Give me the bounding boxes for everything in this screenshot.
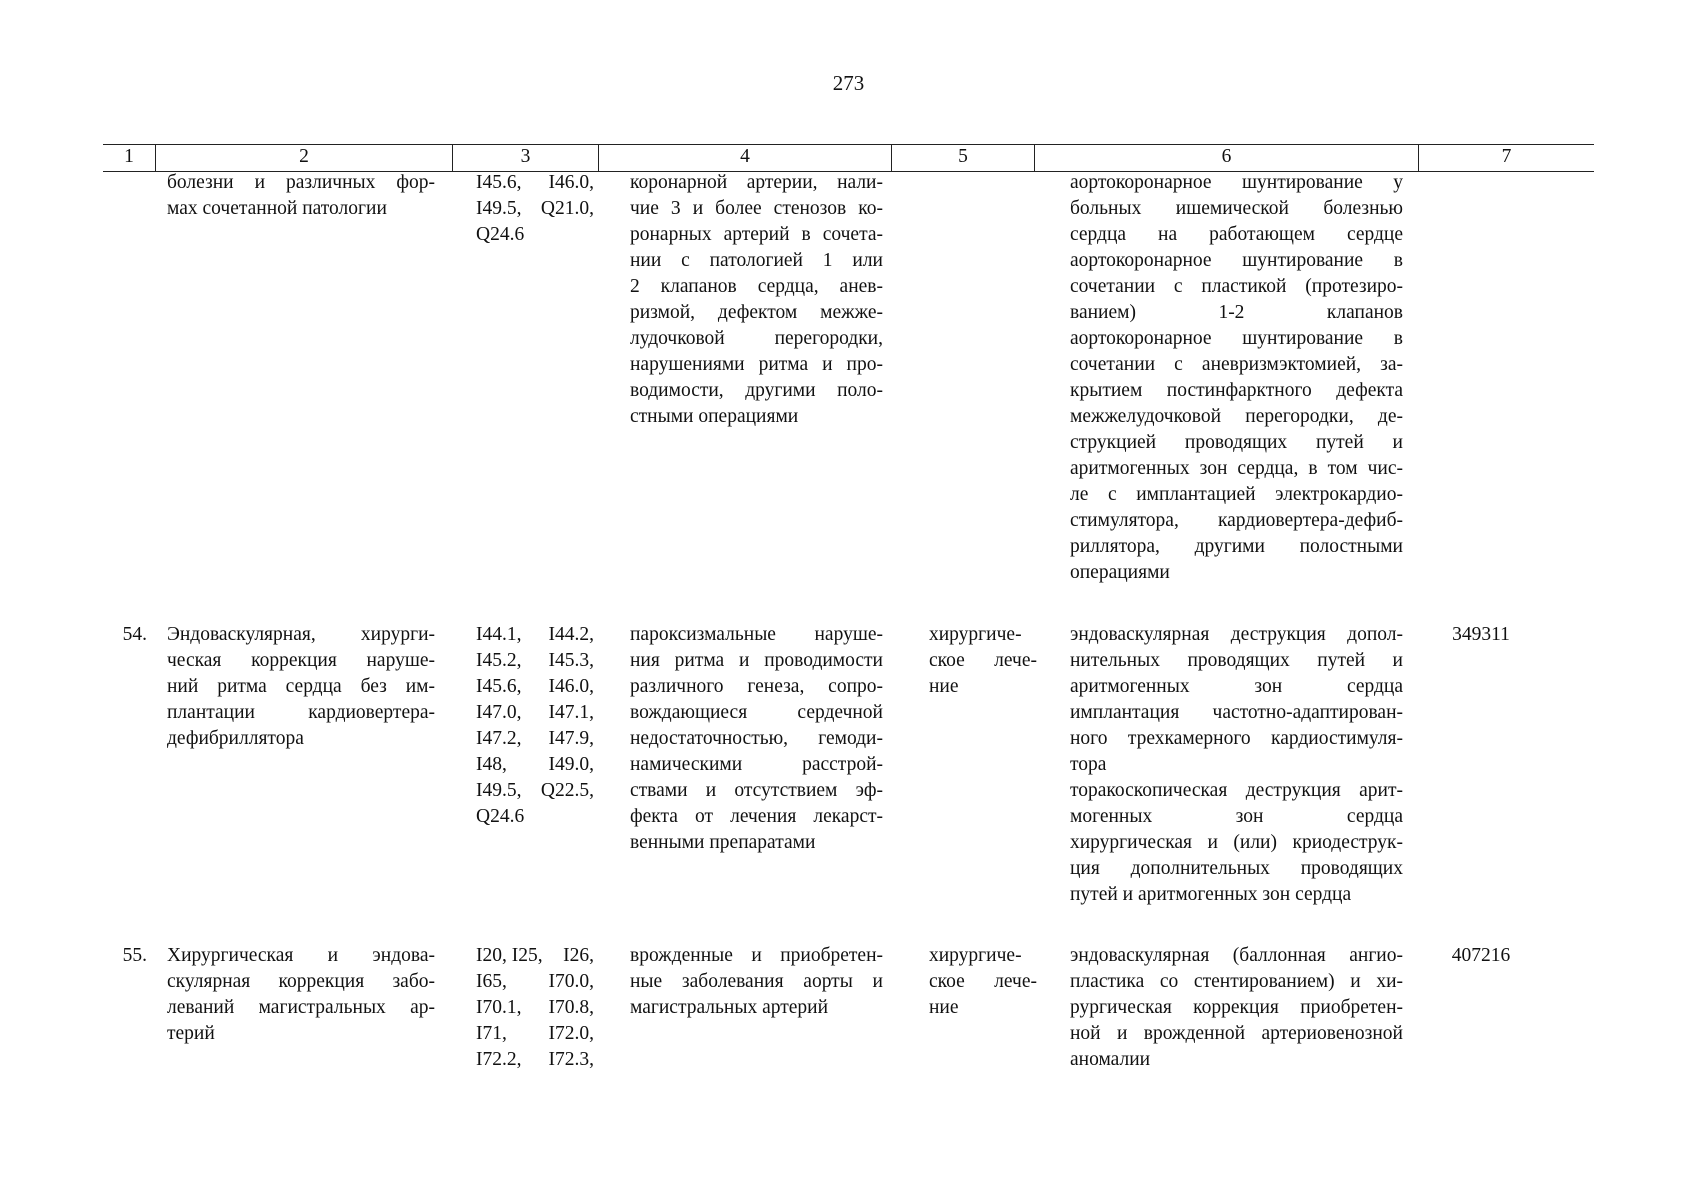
- icd-code: I44.2,: [548, 624, 594, 645]
- icd-code: I70.0,: [548, 971, 594, 992]
- care-type-name-line: ческая коррекция наруше-: [167, 650, 435, 671]
- treatment-type: [929, 943, 1037, 1021]
- care-type-name-line: ний ритма сердца без им-: [167, 676, 435, 697]
- treatment-method-line: ного трехкамерного кардиостимуля-: [1070, 728, 1403, 749]
- patient-model-line: магистральных артерий: [630, 997, 829, 1018]
- icd-code-line: [476, 196, 594, 222]
- icd-code: I46.0,: [548, 676, 594, 697]
- standard-cost: 407216: [1451, 945, 1511, 966]
- icd-codes: [476, 943, 594, 1073]
- care-type-name: [167, 622, 435, 752]
- patient-model-line: коронарной артерии, нали-: [630, 172, 883, 193]
- patient-model-line: стными операциями: [630, 406, 799, 427]
- treatment-type-line: ское лече-: [929, 971, 1037, 992]
- patient-model-line: ризмой, дефектом межже-: [630, 302, 883, 323]
- icd-code: I70.1,: [476, 997, 522, 1018]
- icd-code: I65,: [476, 971, 507, 992]
- patient-model-line: лудочковой перегородки,: [630, 328, 883, 349]
- patient-model-line: фекта от лечения лекарст-: [630, 806, 883, 827]
- icd-code: Q22.5,: [540, 780, 594, 801]
- treatment-type-line: хирургиче-: [929, 624, 1022, 645]
- care-type-name: [167, 943, 435, 1047]
- icd-codes: [476, 622, 594, 830]
- patient-model-line: недостаточностью, гемоди-: [630, 728, 883, 749]
- icd-code-line: [476, 222, 594, 248]
- patient-model-line: ные заболевания аорты и: [630, 971, 883, 992]
- patient-model-line: водимости, другими поло-: [630, 380, 883, 401]
- header-col-3: 3: [452, 145, 598, 171]
- treatment-method-line: аортокоронарное шунтирование в: [1070, 250, 1403, 271]
- icd-code: Q24.6: [476, 224, 525, 245]
- care-type-name-line: мах сочетанной патологии: [167, 198, 387, 219]
- icd-code: I45.3,: [548, 650, 594, 671]
- treatment-method-line: операциями: [1070, 562, 1170, 583]
- care-type-name-line: леваний магистральных ар-: [167, 997, 435, 1018]
- standard-cost: 349311: [1452, 624, 1510, 645]
- treatment-method-line: имплантация частотно-адаптирован-: [1070, 702, 1403, 723]
- icd-code: I71,: [476, 1023, 507, 1044]
- treatment-method-line: эндоваскулярная деструкция допол-: [1070, 624, 1403, 645]
- icd-code-line: [476, 648, 594, 674]
- care-type-name-line: плантации кардиовертера-: [167, 702, 435, 723]
- patient-model-line: вождающиеся сердечной: [630, 702, 883, 723]
- icd-code: I72.2,: [476, 1049, 522, 1070]
- icd-code: I26,: [563, 945, 594, 966]
- treatment-method-line: стимулятора, кардиовертера-дефиб-: [1070, 510, 1403, 531]
- care-type-name-line: скулярная коррекция забо-: [167, 971, 435, 992]
- treatment-method-line: больных ишемической болезнью: [1070, 198, 1403, 219]
- treatment-method: [1070, 622, 1403, 908]
- icd-code: I49.5,: [476, 780, 522, 801]
- patient-model-line: пароксизмальные наруше-: [630, 624, 883, 645]
- treatment-method-line: аритмогенных зон сердца: [1070, 676, 1403, 697]
- patient-model-line: намическими расстрой-: [630, 754, 883, 775]
- treatment-method-line: ванием) 1-2 клапанов: [1070, 302, 1403, 323]
- treatment-type-line: хирургиче-: [929, 945, 1022, 966]
- patient-model: [630, 170, 883, 430]
- treatment-method-line: струкцией проводящих путей и: [1070, 432, 1403, 453]
- icd-code-line: [476, 1021, 594, 1047]
- icd-code-line: [476, 752, 594, 778]
- icd-code: Q24.6: [476, 806, 525, 827]
- treatment-method-line: хирургическая и (или) криодеструк-: [1070, 832, 1403, 853]
- treatment-method-line: ной и врожденной артериовенозной: [1070, 1023, 1403, 1044]
- treatment-method: [1070, 170, 1403, 586]
- patient-model-line: различного генеза, сопро-: [630, 676, 883, 697]
- icd-code-line: [476, 943, 594, 969]
- patient-model-line: нии с патологией 1 или: [630, 250, 883, 271]
- treatment-method-line: путей и аритмогенных зон сердца: [1070, 884, 1352, 905]
- header-col-6: 6: [1034, 145, 1418, 171]
- treatment-method-line: аортокоронарное шунтирование в: [1070, 328, 1403, 349]
- icd-code-line: [476, 622, 594, 648]
- icd-code: I45.6,: [476, 676, 522, 697]
- icd-code-line: [476, 1047, 594, 1073]
- icd-code-line: [476, 969, 594, 995]
- care-type-name-line: терий: [167, 1023, 215, 1044]
- icd-code-line: [476, 726, 594, 752]
- treatment-method-line: аномалии: [1070, 1049, 1151, 1070]
- treatment-method-line: риллятора, другими полостными: [1070, 536, 1403, 557]
- patient-model-line: чие 3 и более стенозов ко-: [630, 198, 883, 219]
- patient-model-line: нарушениями ритма и про-: [630, 354, 883, 375]
- patient-model-line: врожденные и приобретен-: [630, 945, 883, 966]
- care-type-name-line: Эндоваскулярная, хирурги-: [167, 624, 435, 645]
- treatment-method-line: сочетании с пластикой (протезиро-: [1070, 276, 1403, 297]
- treatment-method-line: аритмогенных зон сердца, в том чис-: [1070, 458, 1403, 479]
- icd-code: I72.3,: [548, 1049, 594, 1070]
- icd-code: I45.6,: [476, 172, 522, 193]
- treatment-method-line: нительных проводящих путей и: [1070, 650, 1403, 671]
- treatment-method-line: ция дополнительных проводящих: [1070, 858, 1403, 879]
- icd-code: I20, I25,: [476, 945, 543, 966]
- treatment-method-line: аортокоронарное шунтирование у: [1070, 172, 1403, 193]
- treatment-method: [1070, 943, 1403, 1073]
- treatment-method-line: пластика со стентированием) и хи-: [1070, 971, 1403, 992]
- icd-code: I47.2,: [476, 728, 522, 749]
- treatment-type-line: ние: [929, 676, 959, 697]
- patient-model-line: ронарных артерий в сочета-: [630, 224, 883, 245]
- icd-code: I44.1,: [476, 624, 522, 645]
- treatment-type-line: ние: [929, 997, 959, 1018]
- patient-model-line: ствами и отсутствием эф-: [630, 780, 883, 801]
- table-header-row: [103, 144, 1594, 172]
- icd-code: I49.5,: [476, 198, 522, 219]
- icd-code: I47.1,: [548, 702, 594, 723]
- treatment-type: [929, 622, 1037, 700]
- patient-model-line: ния ритма и проводимости: [630, 650, 883, 671]
- treatment-method-line: сердца на работающем сердце: [1070, 224, 1403, 245]
- header-col-2: 2: [155, 145, 452, 171]
- icd-code-line: [476, 804, 594, 830]
- icd-codes: [476, 170, 594, 248]
- icd-code-line: [476, 995, 594, 1021]
- treatment-method-line: крытием постинфарктного дефекта: [1070, 380, 1403, 401]
- patient-model-line: 2 клапанов сердца, анев-: [630, 276, 883, 297]
- icd-code-line: [476, 674, 594, 700]
- icd-code: I45.2,: [476, 650, 522, 671]
- treatment-method-line: могенных зон сердца: [1070, 806, 1403, 827]
- row-number: 54.: [122, 624, 147, 645]
- icd-code: I49.0,: [548, 754, 594, 775]
- page-number: 273: [832, 71, 865, 95]
- treatment-method-line: межжелудочковой перегородки, де-: [1070, 406, 1403, 427]
- patient-model: [630, 943, 883, 1021]
- treatment-method-line: эндоваскулярная (баллонная ангио-: [1070, 945, 1403, 966]
- header-col-4: 4: [598, 145, 891, 171]
- icd-code-line: [476, 170, 594, 196]
- icd-code: I70.8,: [548, 997, 594, 1018]
- care-type-name-line: дефибриллятора: [167, 728, 304, 749]
- treatment-method-line: тора: [1070, 754, 1107, 775]
- row-number: 55.: [122, 945, 147, 966]
- treatment-method-line: торакоскопическая деструкция арит-: [1070, 780, 1403, 801]
- treatment-type-line: ское лече-: [929, 650, 1037, 671]
- care-type-name: [167, 170, 435, 222]
- patient-model-line: венными препаратами: [630, 832, 816, 853]
- treatment-method-line: ле с имплантацией электрокардио-: [1070, 484, 1403, 505]
- care-type-name-line: Хирургическая и эндова-: [167, 945, 435, 966]
- treatment-method-line: сочетании с аневризмэктомией, за-: [1070, 354, 1403, 375]
- icd-code: I46.0,: [548, 172, 594, 193]
- care-type-name-line: болезни и различных фор-: [167, 172, 435, 193]
- header-col-7: 7: [1418, 145, 1594, 171]
- treatment-method-line: рургическая коррекция приобретен-: [1070, 997, 1403, 1018]
- icd-code: I47.9,: [548, 728, 594, 749]
- icd-code: I48,: [476, 754, 507, 775]
- icd-code: I47.0,: [476, 702, 522, 723]
- icd-code-line: [476, 778, 594, 804]
- patient-model: [630, 622, 883, 856]
- icd-code-line: [476, 700, 594, 726]
- header-col-5: 5: [891, 145, 1034, 171]
- icd-code: Q21.0,: [540, 198, 594, 219]
- icd-code: I72.0,: [548, 1023, 594, 1044]
- header-col-1: 1: [124, 146, 134, 167]
